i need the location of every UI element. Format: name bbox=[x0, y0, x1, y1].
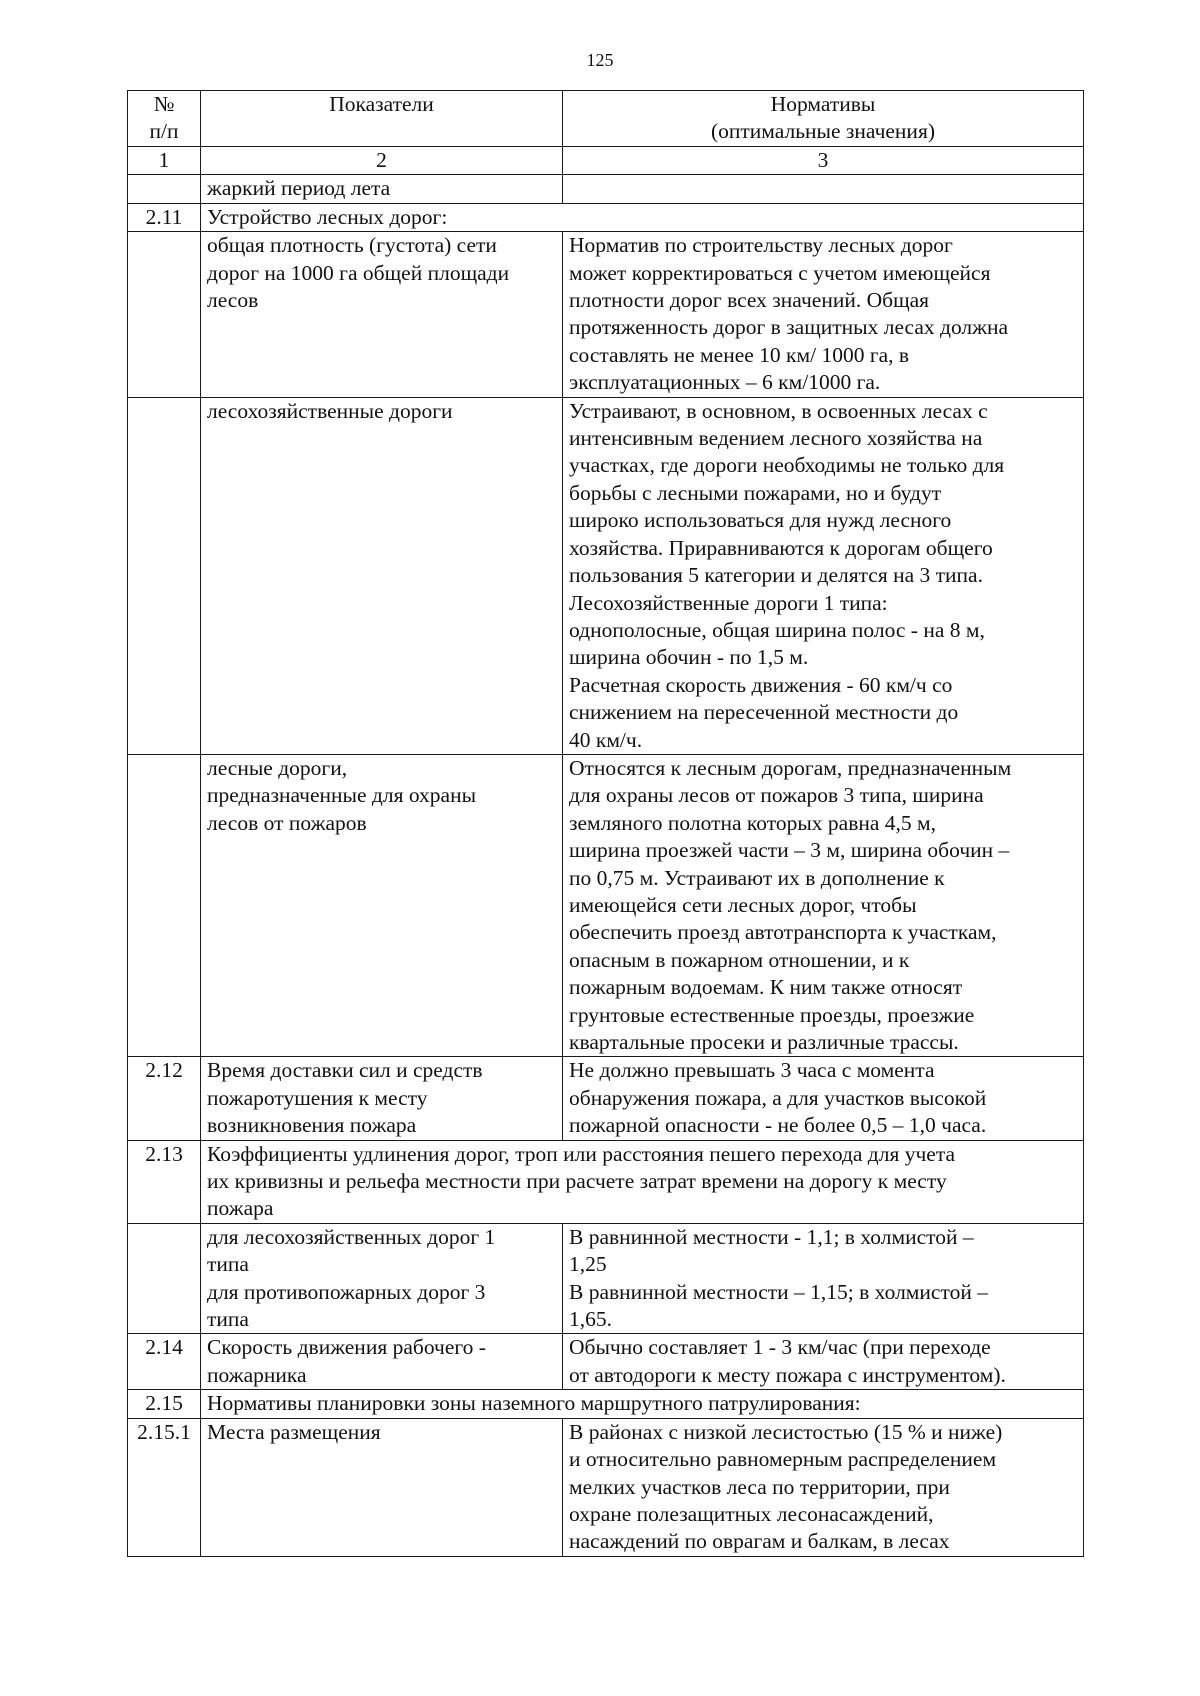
text-line: борьбы с лесными пожарами, но и будут bbox=[569, 480, 942, 505]
text-line: дорог на 1000 га общей площади bbox=[207, 260, 510, 285]
text-line: Обычно составляет 1 - 3 км/час (при переходе bbox=[569, 1335, 991, 1360]
row-number: 2.12 bbox=[128, 1057, 201, 1140]
text-line: однополосные, общая ширина полос - на 8 м, bbox=[569, 617, 985, 642]
text-line: составлять не менее 10 км/ 1000 га, в bbox=[569, 342, 910, 367]
text-line: земляного полотна которых равна 4,5 м, bbox=[569, 810, 937, 835]
text-line: лесные дороги, bbox=[207, 755, 348, 780]
row-norm bbox=[563, 1418, 1084, 1556]
text-line: Устройство лесных дорог: bbox=[207, 204, 448, 229]
text-line: имеющейся сети лесных дорог, чтобы bbox=[569, 892, 917, 917]
text-line: пожара bbox=[207, 1196, 274, 1221]
column-number: 3 bbox=[563, 147, 1084, 175]
text-line: Нормативы планировки зоны наземного маршрутного патрулирования: bbox=[207, 1391, 861, 1416]
text-line: для противопожарных дорог 3 bbox=[207, 1279, 486, 1304]
row-norm bbox=[563, 754, 1084, 1056]
row-number bbox=[128, 397, 201, 754]
text-line: 1,65. bbox=[569, 1307, 612, 1332]
text-line: участках, где дороги необходимы не только для bbox=[569, 453, 1005, 478]
text-line: пожарника bbox=[207, 1362, 307, 1387]
text-line: снижением на пересеченной местности до bbox=[569, 700, 959, 725]
row-indicator bbox=[201, 1418, 563, 1556]
text-line: может корректироваться с учетом имеющейся bbox=[569, 260, 991, 285]
text-line: возникновения пожара bbox=[207, 1113, 417, 1138]
row-norm bbox=[563, 175, 1084, 203]
text-line: В равнинной местности – 1,15; в холмистой – bbox=[569, 1279, 988, 1304]
table-row bbox=[128, 175, 1084, 203]
text-line: Устраивают, в основном, в освоенных лесах с bbox=[569, 398, 988, 423]
text-line: их кривизны и рельефа местности при расчете затрат времени на дорогу к месту bbox=[207, 1169, 947, 1194]
text-line: Норматив по строительству лесных дорог bbox=[569, 233, 953, 258]
row-indicator bbox=[201, 1057, 563, 1140]
text-line: Лесохозяйственные дороги 1 типа: bbox=[569, 590, 888, 615]
text-line: пожаротушения к месту bbox=[207, 1085, 428, 1110]
table-row bbox=[128, 1334, 1084, 1390]
row-indicator bbox=[201, 175, 563, 203]
text-line: типа bbox=[207, 1252, 249, 1277]
text-line: В равнинной местности - 1,1; в холмистой – bbox=[569, 1224, 974, 1249]
text-line: протяженность дорог в защитных лесах должна bbox=[569, 315, 1009, 340]
text-line: по 0,75 м. Устраивают их в дополнение к bbox=[569, 865, 945, 890]
text-line: от автодороги к месту пожара с инструментом). bbox=[569, 1362, 1006, 1387]
table-row bbox=[128, 1057, 1084, 1140]
header-indicators bbox=[201, 91, 563, 147]
text-line: Время доставки сил и средств bbox=[207, 1058, 483, 1083]
row-number: 2.15.1 bbox=[128, 1418, 201, 1556]
text-line: Места размещения bbox=[207, 1419, 381, 1444]
header-norms bbox=[563, 91, 1084, 147]
text-line: В районах с низкой лесистостью (15 % и ниже) bbox=[569, 1419, 1003, 1444]
row-number: 2.14 bbox=[128, 1334, 201, 1390]
table-row bbox=[128, 397, 1084, 754]
text-line: Коэффициенты удлинения дорог, троп или расстояния пешего перехода для учета bbox=[207, 1141, 956, 1166]
text-line: (оптимальные значения) bbox=[710, 119, 935, 144]
row-indicator bbox=[201, 203, 1084, 231]
text-line: хозяйства. Приравниваются к дорогам общего bbox=[569, 535, 993, 560]
column-number: 2 bbox=[201, 147, 563, 175]
row-indicator bbox=[201, 754, 563, 1056]
row-norm bbox=[563, 1057, 1084, 1140]
text-line: 40 км/ч. bbox=[569, 727, 643, 752]
text-line: п/п bbox=[149, 119, 179, 144]
row-norm bbox=[563, 1334, 1084, 1390]
table-row bbox=[128, 232, 1084, 397]
row-number bbox=[128, 175, 201, 203]
row-number: 2.15 bbox=[128, 1390, 201, 1418]
row-norm bbox=[563, 397, 1084, 754]
text-line: мелких участков леса по территории, при bbox=[569, 1474, 950, 1499]
row-indicator bbox=[201, 1223, 563, 1334]
row-number bbox=[128, 754, 201, 1056]
row-number: 2.11 bbox=[128, 203, 201, 231]
column-number-row bbox=[128, 147, 1084, 175]
table-header-row bbox=[128, 91, 1084, 147]
text-line: лесохозяйственные дороги bbox=[207, 398, 453, 423]
row-indicator bbox=[201, 1334, 563, 1390]
text-line: Нормативы bbox=[770, 92, 876, 116]
row-indicator bbox=[201, 232, 563, 397]
row-number bbox=[128, 232, 201, 397]
text-line: лесов bbox=[207, 288, 259, 313]
text-line: Не должно превышать 3 часа с момента bbox=[569, 1058, 935, 1083]
text-line: квартальные просеки и различные трассы. bbox=[569, 1030, 959, 1054]
text-line: охране полезащитных лесонасаждений, bbox=[569, 1501, 934, 1526]
table-row bbox=[128, 1140, 1084, 1223]
row-indicator bbox=[201, 397, 563, 754]
text-line: общая плотность (густота) сети bbox=[207, 233, 497, 258]
text-line: Скорость движения рабочего - bbox=[207, 1335, 486, 1360]
text-line: обеспечить проезд автотранспорта к участкам, bbox=[569, 920, 997, 945]
text-line: обнаружения пожара, а для участков высокой bbox=[569, 1085, 987, 1110]
text-line: Относятся к лесным дорогам, предназначенным bbox=[569, 755, 1012, 780]
text-line: опасным в пожарном отношении, и к bbox=[569, 947, 910, 972]
table-row bbox=[128, 754, 1084, 1056]
table-row bbox=[128, 1390, 1084, 1418]
text-line: для лесохозяйственных дорог 1 bbox=[207, 1224, 496, 1249]
header-number bbox=[128, 91, 201, 147]
row-number bbox=[128, 1223, 201, 1334]
table-row bbox=[128, 203, 1084, 231]
text-line: широко использоваться для нужд лесного bbox=[569, 508, 952, 533]
row-norm bbox=[563, 232, 1084, 397]
text-line: и относительно равномерным распределением bbox=[569, 1447, 997, 1472]
text-line: эксплуатационных – 6 км/1000 га. bbox=[569, 370, 881, 395]
text-line: ширина проезжей части – 3 м, ширина обочин – bbox=[569, 838, 1010, 863]
table-row bbox=[128, 1418, 1084, 1556]
row-norm bbox=[563, 1223, 1084, 1334]
text-line: Расчетная скорость движения - 60 км/ч со bbox=[569, 672, 953, 697]
text-line: плотности дорог всех значений. Общая bbox=[569, 288, 930, 313]
norms-table bbox=[127, 90, 1084, 1557]
text-line: Показатели bbox=[329, 92, 434, 116]
text-line: жаркий период лета bbox=[207, 176, 391, 201]
text-line: пожарной опасности - не более 0,5 – 1,0 часа. bbox=[569, 1113, 987, 1138]
text-line: для охраны лесов от пожаров 3 типа, ширина bbox=[569, 783, 984, 808]
text-line: ширина обочин - по 1,5 м. bbox=[569, 645, 809, 670]
text-line: насаждений по оврагам и балкам, в лесах bbox=[569, 1529, 950, 1554]
table-row bbox=[128, 1223, 1084, 1334]
text-line: интенсивным ведением лесного хозяйства на bbox=[569, 426, 983, 451]
text-line: пользования 5 категории и делятся на 3 типа. bbox=[569, 563, 983, 588]
row-number: 2.13 bbox=[128, 1140, 201, 1223]
row-indicator bbox=[201, 1390, 1084, 1418]
page-number: 125 bbox=[586, 50, 614, 70]
column-number: 1 bbox=[128, 147, 201, 175]
text-line: грунтовые естественные проезды, проезжие bbox=[569, 1002, 975, 1027]
row-indicator bbox=[201, 1140, 1084, 1223]
text-line bbox=[569, 175, 1077, 202]
text-line: предназначенные для охраны bbox=[207, 783, 477, 808]
text-line: типа bbox=[207, 1307, 249, 1332]
text-line: пожарным водоемам. К ним также относят bbox=[569, 975, 963, 1000]
text-line: 1,25 bbox=[569, 1252, 607, 1277]
text-line: № bbox=[153, 92, 175, 116]
text-line: лесов от пожаров bbox=[207, 810, 367, 835]
